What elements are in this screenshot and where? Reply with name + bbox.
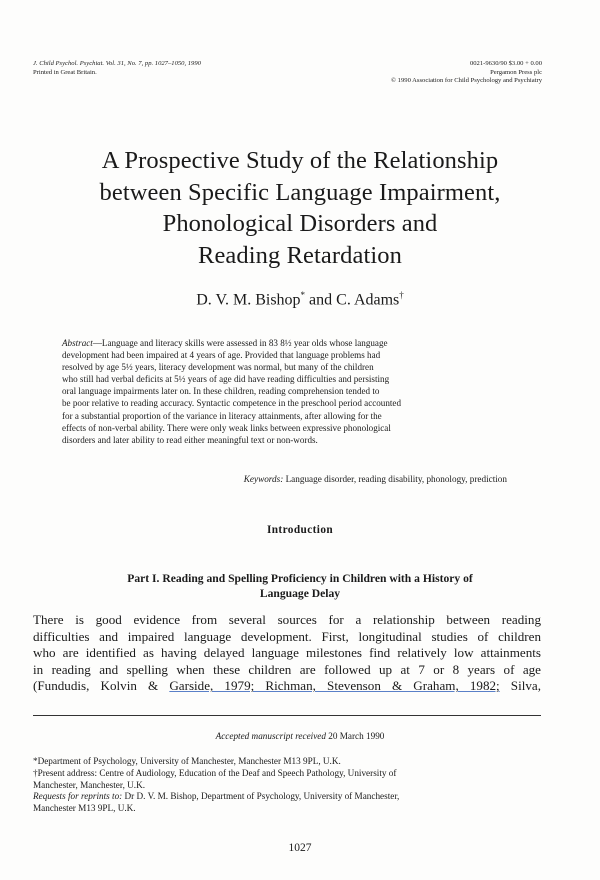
body-line: (Fundudis, Kolvin & Garside, 1979; Richman, Stevenson & Graham, 1982; Silva,	[33, 678, 541, 694]
footnote-line: †Present address: Centre of Audiology, Education of the Deaf and Speech Pathology, University of	[33, 767, 397, 778]
part-heading-line: Language Delay	[259, 586, 341, 600]
abstract	[62, 337, 538, 446]
author-bishop: D. V. M. Bishop	[196, 291, 301, 309]
abstract-line: Abstract—Language and literacy skills were assessed in 83 8½ year olds whose language	[62, 338, 388, 348]
keywords-text: Language disorder, reading disability, phonology, prediction	[283, 474, 507, 484]
price-code: 0021-9630/90 $3.00 + 0.00	[469, 60, 542, 67]
accepted-note	[0, 731, 600, 741]
journal-citation-block	[33, 60, 201, 77]
footnote-rule	[33, 715, 541, 716]
author-joiner: and	[305, 291, 337, 309]
copyright: © 1990 Association for Child Psychology and Psychiatry	[391, 77, 542, 85]
printed-in: Printed in Great Britain.	[33, 68, 97, 76]
keywords	[244, 474, 507, 484]
title-line: A Prospective Study of the Relationship	[101, 147, 499, 174]
keywords-label: Keywords:	[243, 474, 284, 484]
abstract-line: disorders and later ability to read either meaningful text or non-words.	[62, 434, 318, 445]
abstract-line: effects of non-verbal ability. There were only weak links between expressive phonological	[62, 422, 391, 433]
section-heading-introduction: Introduction	[266, 524, 334, 536]
abstract-line: who still had verbal deficits at 5½ years of age did have reading difficulties and persisting	[62, 374, 390, 385]
citation-link[interactable]: Garside, 1979; Richman, Stevenson & Graham, 1982;	[169, 678, 500, 694]
author-mark-dagger: †	[399, 290, 404, 300]
article-title	[40, 145, 560, 271]
footnote-reprints	[33, 791, 545, 815]
accepted-date: 20 March 1990	[325, 731, 385, 741]
author-adams: C. Adams	[336, 291, 400, 309]
title-line: Reading Retardation	[198, 241, 402, 269]
footnote-first-author	[33, 756, 545, 768]
footnote-line: Manchester M13 9PL, U.K.	[33, 803, 136, 814]
body-line: in reading and spelling when these children are followed up at 7 or 8 years of age	[33, 661, 541, 677]
title-line: Phonological Disorders and	[162, 210, 438, 237]
abstract-label: Abstract	[62, 338, 93, 348]
title-line: between Specific Language Impairment,	[99, 178, 501, 206]
body-line: difficulties and impaired language development. First, longitudinal studies of children	[33, 628, 541, 644]
page-number: 1027	[288, 842, 312, 854]
accepted-label: Accepted manuscript received	[215, 731, 326, 741]
author-list	[0, 290, 600, 309]
part-heading-line: Part I. Reading and Spelling Proficiency in Children with a History of	[127, 572, 473, 585]
footnote-line: *Department of Psychology, University of Manchester, Manchester M13 9PL, U.K.	[33, 756, 341, 766]
footnote-line: Manchester, Manchester, U.K.	[33, 779, 146, 790]
publisher: Pergamon Press plc	[490, 68, 542, 76]
author-mark-asterisk: *	[300, 290, 306, 300]
abstract-line: be poor relative to reading accuracy. Syntactic competence in the preschool period accounted	[62, 398, 402, 409]
abstract-line: development had been impaired at 4 years of age. Provided that language problems had	[62, 350, 381, 361]
footnote-line: Requests for reprints to: Dr D. V. M. Bishop, Department of Psychology, University of Manchester,	[33, 791, 400, 802]
body-line: There is good evidence from several sources for a relationship between reading	[33, 612, 541, 627]
journal-citation: J. Child Psychol. Psychiat. Vol. 31, No. 7, pp. 1027–1050, 1990	[33, 60, 201, 67]
abstract-line: resolved by age 5½ years, literacy development was normal, but many of the children	[62, 362, 374, 373]
reprints-label: Requests for reprints to:	[33, 791, 123, 802]
body-text	[33, 612, 541, 695]
footnote-second-author	[33, 768, 545, 792]
body-line: who are identified as having delayed language milestones find relatively low attainments	[33, 645, 541, 661]
footnotes	[33, 756, 545, 815]
publisher-block	[391, 60, 542, 86]
abstract-line: oral language impairments later on. In these children, reading comprehension tended to	[62, 386, 380, 397]
part-heading	[40, 572, 560, 601]
abstract-line: for a substantial proportion of the variance in literacy attainments, after allowing for the	[62, 410, 382, 421]
